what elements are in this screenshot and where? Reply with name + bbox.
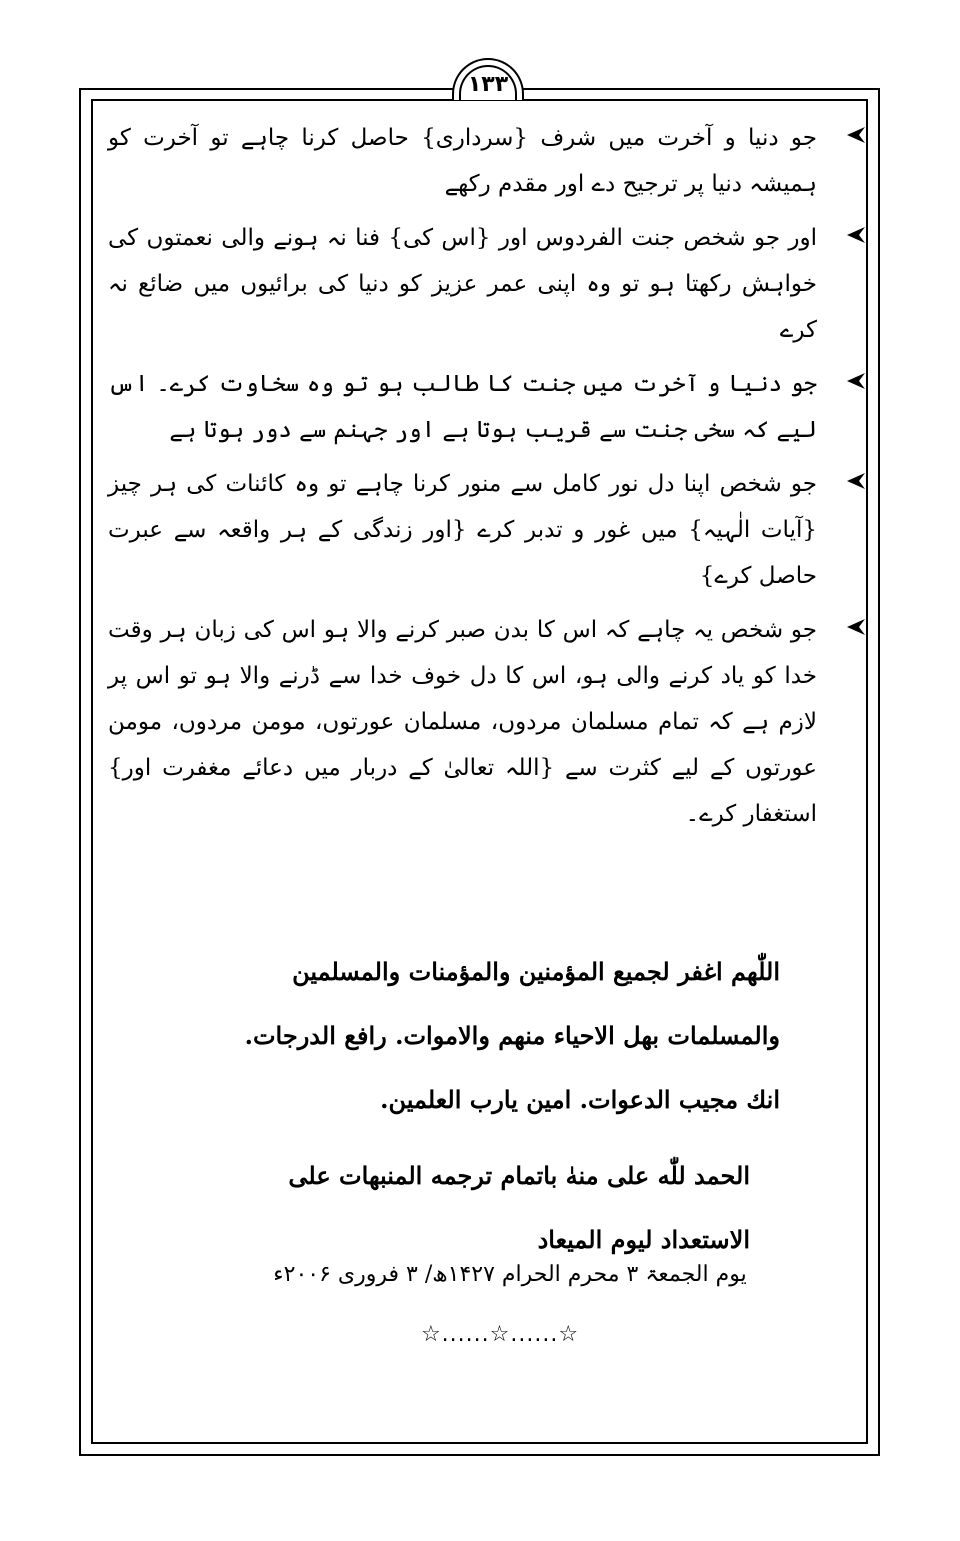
arrow-bullet-icon [843,617,867,637]
arrow-bullet-icon [843,471,867,491]
bullet-text: جو شخص یہ چاہے کہ اس کا بدن صبر کرنے والا ہو اس کی زبان ہر وقت خدا کو یاد کرنے والی ہو، اس کا دل خوف خدا سے ڈرنے والا ہو تو اس پر لازم ہے کہ تمام مسلمان مردوں، مسلمان عورتوں، مومن مردوں، مومن عورتوں کے لیے کثرت سے {اللہ تعالیٰ کے دربار میں دعائے مغفرت اور} استغفار کرے۔ [108,617,817,827]
dua-line: والمسلمات بهل الاحياء منهم والاموات. رافع الدرجات. [244,1021,780,1050]
page-number-tab [452,58,524,100]
end-marks: ☆......☆......☆ [420,1322,580,1347]
bullet-list [108,115,883,845]
bullet-text: جو دنیا و آخرت میں جنت کا طالب ہو تو وہ سخاوت کرے۔ اس لیے کہ سخی جنت سے قریب ہوتا ہے اور جہنم سے دور ہوتا ہے [108,371,817,443]
page-number: ١٣٣ [467,71,509,97]
list-item [108,215,883,353]
bullet-text: اور جو شخص جنت الفردوس اور {اس کی} فنا نہ ہونے والی نعمتوں کی خواہش رکھتا ہو تو وہ اپنی عمر عزیز کو دنیا کی برائیوں میں ضائع نہ کرے [108,225,817,343]
closing-prayer [120,940,820,1274]
arrow-bullet-icon [843,371,867,391]
hamd-block [120,1146,820,1274]
list-item [108,461,883,599]
dua-block [120,940,820,1132]
arrow-bullet-icon [843,225,867,245]
bullet-text: جو شخص اپنا دل نور کامل سے منور کرنا چاہے تو وہ کائنات کی ہر چیز {آیات الٰہیہ} میں غور و تدبر کرے {اور زندگی کے ہر واقعہ سے عبرت حاصل کرے} [108,471,817,589]
hamd-line: الحمد للّٰه على منهٰ باتمام ترجمه المنبهات على [288,1161,750,1190]
list-item [108,607,883,837]
arrow-bullet-icon [843,125,867,145]
list-item [108,115,883,207]
completion-date: یوم الجمعۃ ۳ محرم الحرام ۱۴۲۷ھ/ ۳ فروری ۲۰۰۶ء [273,1262,747,1287]
bullet-text: جو دنیا و آخرت میں شرف {سرداری} حاصل کرنا چاہے تو آخرت کو ہمیشہ دنیا پر ترجیح دے اور مقدم رکھے [108,125,817,197]
dua-line: انك مجيب الدعوات. امين يارب العلمين. [380,1085,780,1114]
dua-line: اللّٰهم اغفر لجميع المؤمنين والمؤمنات والمسلمين [292,957,780,986]
hamd-line: الاستعداد ليوم الميعاد [537,1225,750,1254]
list-item [108,361,883,453]
